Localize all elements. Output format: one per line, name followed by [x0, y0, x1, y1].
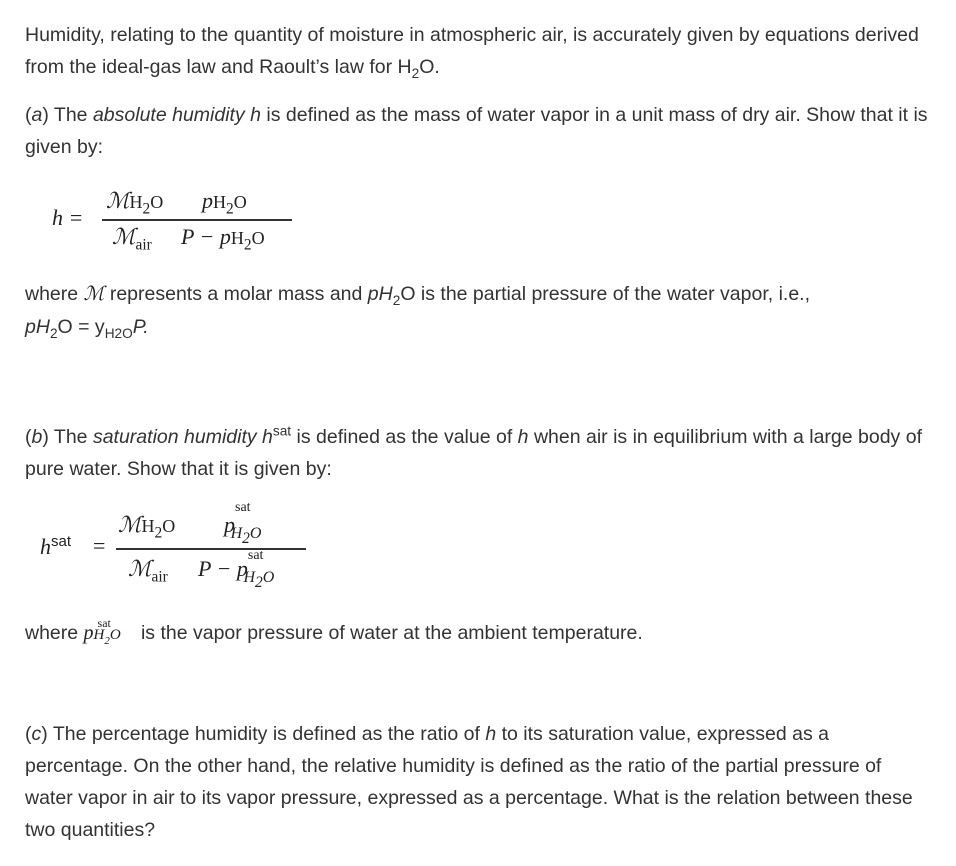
part-a-pre: The	[53, 104, 88, 126]
part-c-label: c	[31, 723, 42, 745]
part-a-term: absolute humidity h	[92, 104, 261, 126]
eq-b-equals: =	[93, 533, 106, 558]
eq-a-lhs: h =	[52, 205, 84, 230]
part-a-rest: is defined as the mass of water vapor in a unit mass of dry air. Show that it is given by:	[25, 104, 928, 158]
part-a-where-2: $pH_2O = y_{H2O}P$.	[25, 316, 149, 341]
eq-a-den-right: $P - pH_2O$	[181, 224, 265, 254]
eq-b-num-right: psat$_{H2O}$	[224, 500, 262, 548]
intro-paragraph	[25, 19, 931, 83]
part-b-where: where $pH_2O$ sat is the vapor pressure of water at the ambient temperature.	[25, 617, 931, 651]
intro-formula: $H_2O$.	[397, 56, 440, 81]
part-b-paragraph: (b) The saturation humidity $h^{sat}$ is defined as the value of h when air is in equilibrium with a large body of pure water. Show that it is given by:	[25, 423, 922, 480]
part-c-paragraph: (c) The percentage humidity is defined as the ratio of h to its saturation value, expressed as a percentage. On the other hand, the relative humidity is defined as the ratio of the partial pressure of water vapor in air to its vapor pressure, expressed as a percentage. What is the relation between these two quantities?	[25, 723, 913, 841]
part-a-where: where ℳ represents a molar mass and $pH_2O$ is the partial pressure of the water vapor, i.e.,	[25, 282, 811, 308]
eq-b-fraction-line	[116, 548, 306, 550]
eq-b-den-right: P − psat$_{H2O}$	[198, 548, 275, 592]
eq-a-fraction-line	[102, 219, 292, 221]
part-b-label: b	[31, 426, 43, 448]
eq-b-den-left: ℳ$_{air}$	[128, 557, 168, 586]
eq-a-den-left: ℳ$_{air}$	[112, 225, 152, 254]
vapor-pressure-symbol: $pH_2O$ sat	[83, 616, 121, 647]
part-b-term: saturation humidity h	[92, 426, 273, 448]
part-a-label: a	[31, 104, 43, 126]
eq-b-lhs: $h^{sat}$	[40, 533, 72, 559]
part-a-paragraph: (a) The absolute humidity h is defined as the mass of water vapor in a unit mass of dry air. Show that it is given by:	[25, 104, 928, 158]
eq-a-num-right: $pH_2O$	[202, 188, 247, 218]
molar-mass-symbol: ℳ	[83, 282, 105, 305]
eq-b-num-left: ℳH$_2$O	[118, 513, 176, 542]
intro-text: Humidity, relating to the quantity of moisture in atmospheric air, is accurately given by equations derived from the ideal-gas law and Raoult’s law for	[25, 24, 919, 78]
eq-a-num-left: ℳH$_2$O	[106, 189, 164, 218]
